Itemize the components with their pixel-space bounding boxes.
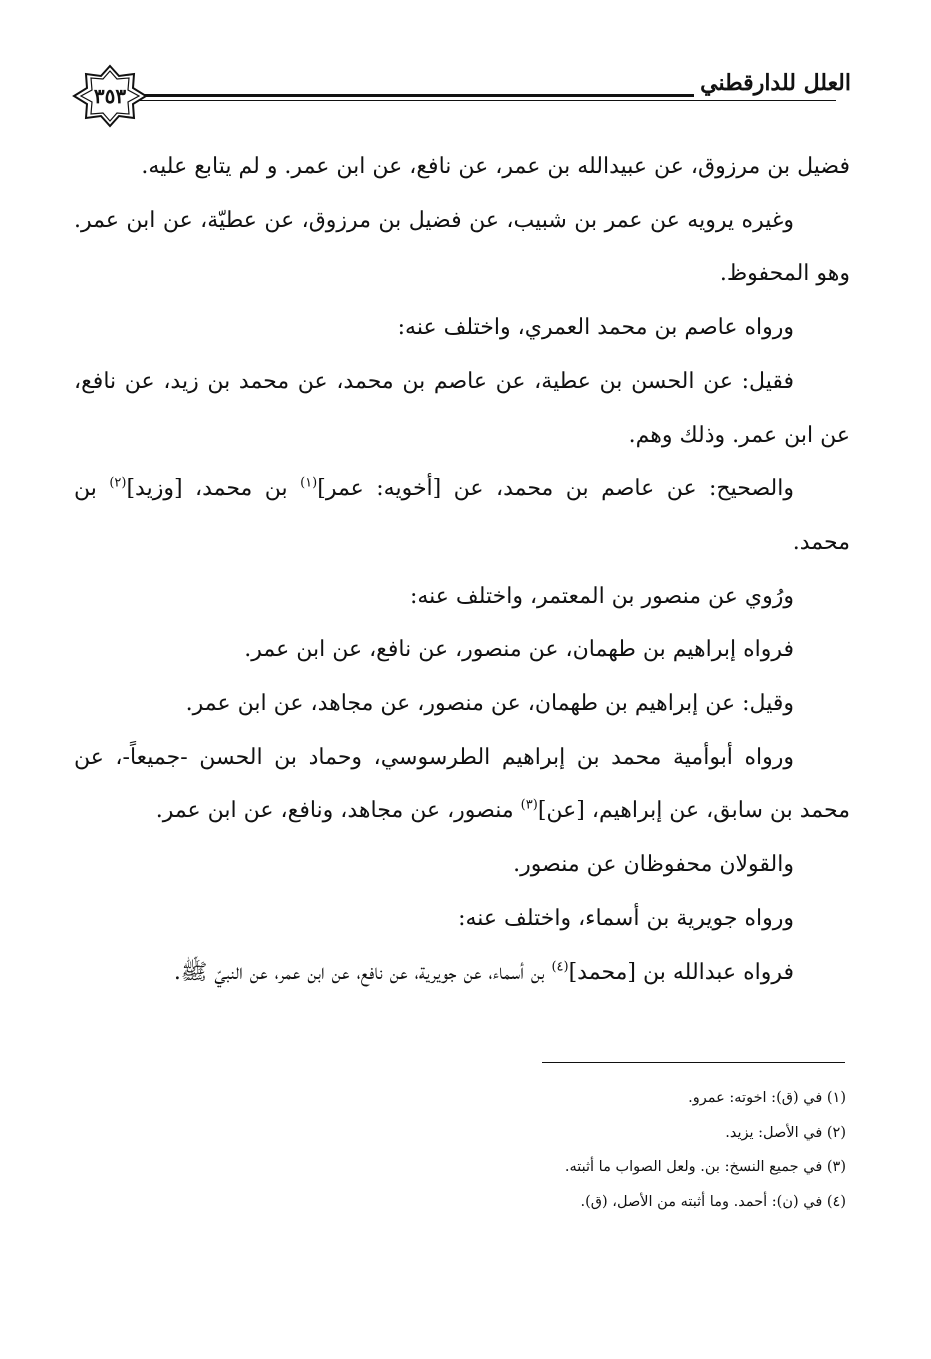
paragraph-5	[74, 462, 850, 569]
paragraph-2: وغيره يرويه عن عمر بن شبيب، عن فضيل بن مرزوق، عن عطيّة، عن ابن عمر. وهو المحفوظ.	[74, 207, 850, 287]
footnote-4: (٤) في (ن): أحمد. وما أثبته من الأصل، (ق).	[580, 1193, 846, 1210]
paragraph-1: فضيل بن مرزوق، عن عبيدالله بن عمر، عن نافع، عن ابن عمر. و لم يتابع عليه.	[141, 154, 850, 179]
paragraph-6: ورُوي عن منصور بن المعتمر، واختلف عنه:	[409, 583, 794, 609]
footnote-ref-2: (٢)	[109, 475, 127, 491]
paragraph-9-text-a: ورواه أبوأمية محمد بن إبراهيم الطرسوسي، وحماد بن الحسن -جميعاً-، عن محمد بن سابق، عن إبراهيم، [عن]	[74, 744, 850, 824]
paragraph-5-text-b: بن محمد، [وزيد]	[126, 476, 301, 502]
paragraph-5-text-a: والصحيح: عن عاصم بن محمد، عن [أخويه: عمر]	[317, 476, 794, 502]
paragraph-12-text-a: فرواه عبدالله بن [محمد]	[568, 959, 794, 985]
main-text	[74, 140, 850, 999]
paragraph-9	[74, 731, 850, 838]
paragraph-5-text-c: بن محمد.	[74, 476, 850, 555]
header-rule-thin	[140, 100, 836, 101]
footnote-ref-3: (٣)	[520, 798, 538, 814]
footnotes	[400, 1081, 846, 1219]
running-title: العلل للدارقطني	[694, 68, 851, 98]
page-number-badge	[72, 64, 148, 128]
paragraph-12	[74, 946, 850, 1000]
page-header	[0, 60, 931, 140]
paragraph-10: والقولان محفوظان عن منصور.	[513, 852, 794, 878]
footnote-ref-4: (٤)	[551, 959, 569, 975]
paragraph-9-text-b: منصور، عن مجاهد، ونافع، عن ابن عمر.	[155, 798, 521, 824]
paragraph-11: ورواه جويرية بن أسماء، واختلف عنه:	[458, 905, 794, 931]
footnote-3: (٣) في جميع النسخ: بن. ولعل الصواب ما أثبته.	[564, 1159, 846, 1175]
paragraph-7: فرواه إبراهيم بن طهمان، عن منصور، عن نافع، عن ابن عمر.	[244, 637, 794, 663]
footnote-separator	[542, 1062, 845, 1063]
page-number: ٣٥٣	[93, 84, 127, 108]
paragraph-12-text-b: بن أسماء، عن جويرية، عن نافع، عن ابن عمر، عن النبيّ ﷺ.	[173, 959, 552, 985]
paragraph-3: ورواه عاصم بن محمد العمري، واختلف عنه:	[397, 315, 794, 341]
paragraph-8: وقيل: عن إبراهيم بن طهمان، عن منصور، عن مجاهد، عن ابن عمر.	[185, 691, 794, 717]
paragraph-4: فقيل: عن الحسن بن عطية، عن عاصم بن محمد، عن محمد بن زيد، عن نافع، عن ابن عمر. وذلك وهم.	[74, 368, 850, 448]
footnote-ref-1: (١)	[300, 475, 318, 491]
footnote-1: (١) في (ق): اخوته: عمرو.	[688, 1090, 846, 1106]
footnote-2: (٢) في الأصل: يزيد.	[725, 1124, 846, 1141]
